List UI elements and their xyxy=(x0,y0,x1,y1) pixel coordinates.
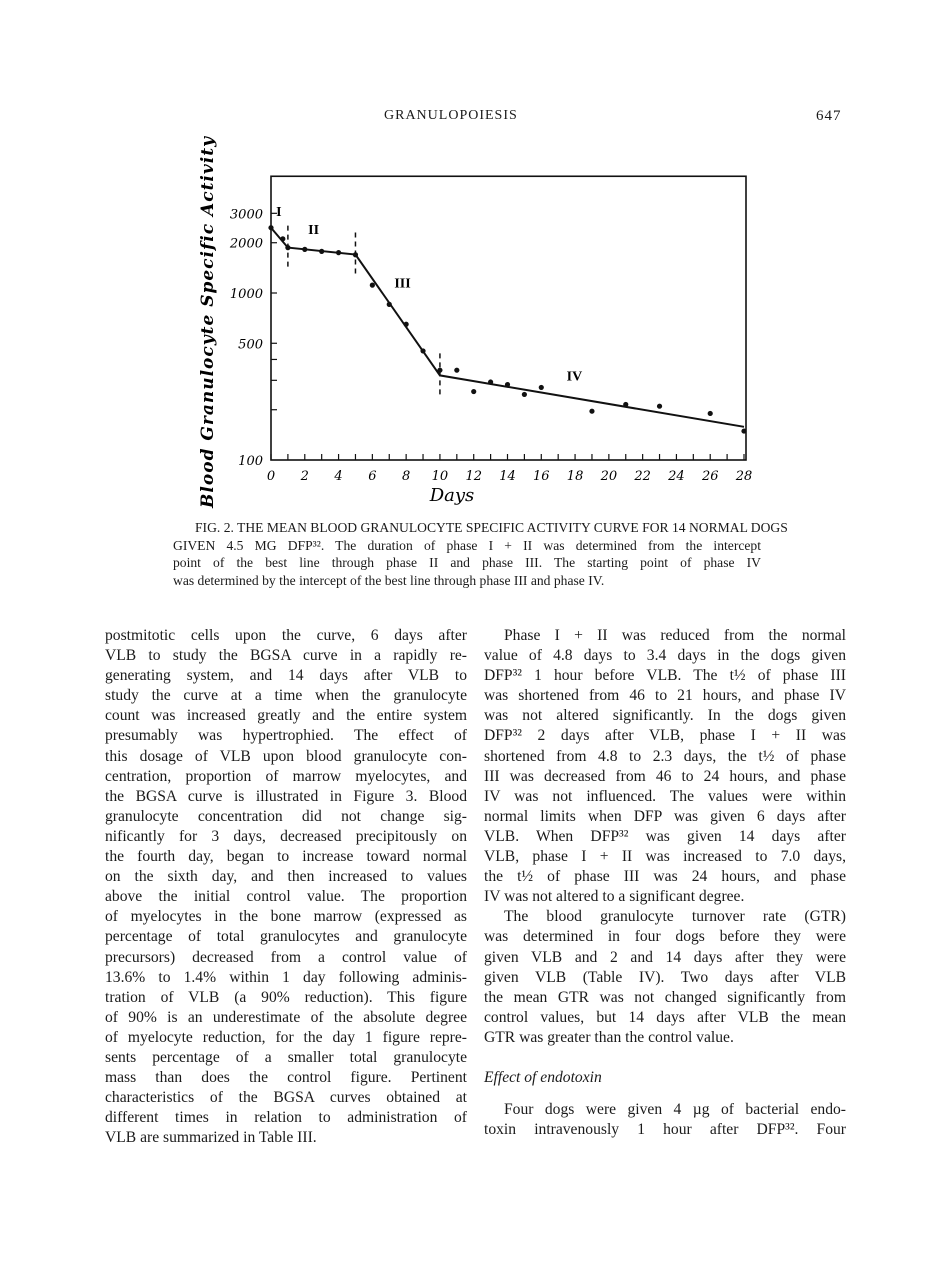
data-point xyxy=(471,389,476,394)
text-line: given VLB (Table IV). Two days after VLB xyxy=(484,968,846,986)
text-line: study the curve at a time when the granulocyte xyxy=(105,687,467,705)
text-line: IV was not altered to a significant degree. xyxy=(484,888,745,906)
data-point xyxy=(488,379,493,384)
data-point xyxy=(657,404,662,409)
text-line: was shortened from 46 to 21 hours, and phase IV xyxy=(484,687,846,705)
text-line: the BGSA curve is illustrated in Figure 3. Blood xyxy=(105,787,467,805)
text-line: shortened from 4.8 to 2.3 days, the t½ of phase xyxy=(484,747,846,765)
text-line: the t½ of phase III was 24 hours, and phase xyxy=(484,868,846,886)
phase-label: I xyxy=(276,204,282,220)
spacer xyxy=(484,1048,846,1068)
text-line: VLB. When DFP³² was given 14 days after xyxy=(484,827,846,845)
caption-line: GIVEN 4.5 MG DFP³². The duration of phase I + II was determined from the intercept xyxy=(173,537,761,553)
left-column xyxy=(105,626,467,1148)
text-line: the fourth day, began to increase toward normal xyxy=(105,848,467,866)
phase-label: II xyxy=(308,223,320,239)
caption-line: FIG. 2. THE MEAN BLOOD GRANULOCYTE SPECIFIC ACTIVITY CURVE FOR 14 NORMAL DOGS xyxy=(195,520,788,535)
data-point xyxy=(505,382,510,387)
text-line: VLB are summarized in Table III. xyxy=(105,1129,317,1147)
y-tick-label: 2000 xyxy=(229,236,263,252)
text-line: tration of VLB (a 90% reduction). This figure xyxy=(105,988,467,1006)
text-line: was determined in four dogs before they were xyxy=(484,928,846,946)
x-tick-label: 14 xyxy=(499,469,516,484)
data-point xyxy=(539,385,544,390)
text-line: DFP³² 1 hour before VLB. The t½ of phase III xyxy=(484,667,846,685)
text-line: IV was not influenced. The values were within xyxy=(484,787,846,805)
x-tick-label: 12 xyxy=(465,469,482,484)
data-point xyxy=(708,411,713,416)
text-line: sents percentage of a smaller total granulocyte xyxy=(105,1048,467,1066)
x-tick-label: 18 xyxy=(566,469,584,484)
text-line: percentage of total granulocytes and granulocyte xyxy=(105,928,467,946)
text-line: precursors) decreased from a control value of xyxy=(105,948,467,966)
data-point xyxy=(268,225,273,230)
text-line: control values, but 14 days after VLB the mean xyxy=(484,1008,846,1026)
y-tick-label: 3000 xyxy=(229,207,263,223)
y-tick-label: 1000 xyxy=(229,287,263,302)
data-point xyxy=(437,368,442,373)
x-tick-label: 10 xyxy=(431,469,449,484)
right-column xyxy=(484,626,846,1140)
text-line: The blood granulocyte turnover rate (GTR) xyxy=(504,908,846,926)
spacer xyxy=(484,1088,846,1100)
text-line: presumably was hypertrophied. The effect of xyxy=(105,727,467,745)
x-tick-label: 22 xyxy=(634,469,651,484)
data-point xyxy=(522,392,527,397)
text-line: toxin intravenously 1 hour after DFP³². Four xyxy=(484,1121,846,1139)
x-tick-label: 28 xyxy=(735,469,753,484)
text-line: different times in relation to administration of xyxy=(105,1109,467,1127)
text-line: was not altered significantly. In the dogs given xyxy=(484,707,846,725)
data-point xyxy=(387,302,392,307)
data-point xyxy=(420,348,425,353)
text-line: value of 4.8 days to 3.4 days in the dogs given xyxy=(484,647,846,665)
running-title: GRANULOPOIESIS xyxy=(384,108,518,123)
text-line: on the sixth day, and then increased to values xyxy=(105,868,467,886)
x-tick-label: 0 xyxy=(266,469,276,484)
text-line: centration, proportion of marrow myelocytes, and xyxy=(105,767,467,785)
text-line: normal limits when DFP was given 6 days after xyxy=(484,807,846,825)
text-line: mass than does the control figure. Pertinent xyxy=(105,1069,467,1087)
data-point xyxy=(285,245,290,250)
x-tick-label: 4 xyxy=(334,469,343,484)
data-point xyxy=(404,322,409,327)
data-point xyxy=(589,409,594,414)
data-point xyxy=(370,283,375,288)
text-line: VLB to study the BGSA curve in a rapidly re- xyxy=(105,647,467,665)
text-line: DFP³² 2 days after VLB, phase I + II was xyxy=(484,727,846,745)
text-line: above the initial control value. The proportion xyxy=(105,888,467,906)
data-point xyxy=(302,247,307,252)
text-line: 13.6% to 1.4% within 1 day following adminis- xyxy=(105,968,467,986)
caption-line: was determined by the intercept of the best line through phase III and phase IV. xyxy=(173,573,605,589)
text-line: Four dogs were given 4 µg of bacterial endo- xyxy=(504,1101,846,1119)
x-tick-label: 16 xyxy=(533,469,550,484)
x-tick-label: 24 xyxy=(668,469,685,484)
data-point xyxy=(336,250,341,255)
data-point xyxy=(280,236,285,241)
data-point xyxy=(741,428,746,433)
y-tick-label: 100 xyxy=(238,454,263,469)
text-line: Phase I + II was reduced from the normal xyxy=(504,627,846,644)
text-line: generating system, and 14 days after VLB to xyxy=(105,667,467,685)
data-point xyxy=(353,252,358,257)
data-point xyxy=(319,249,324,254)
text-line: the mean GTR was not changed significantly from xyxy=(484,988,846,1006)
x-axis-title: Days xyxy=(429,485,475,506)
figure-caption xyxy=(173,519,788,590)
text-line: VLB, phase I + II was increased to 7.0 days, xyxy=(484,848,846,866)
x-tick-label: 20 xyxy=(600,469,618,484)
text-line: postmitotic cells upon the curve, 6 days after xyxy=(105,627,467,644)
text-line: of 90% is an underestimate of the absolute degree xyxy=(105,1008,467,1026)
fit-line xyxy=(271,228,744,427)
plot-frame xyxy=(271,176,746,460)
text-line: granulocyte concentration did not change sig- xyxy=(105,807,467,825)
text-line: count was increased greatly and the entire system xyxy=(105,707,467,725)
phase-label: III xyxy=(394,276,411,292)
text-line: of myelocyte reduction, for the day 1 figure repre- xyxy=(105,1028,467,1046)
x-tick-label: 26 xyxy=(701,469,719,484)
section-heading: Effect of endotoxin xyxy=(484,1068,602,1086)
text-line: GTR was greater than the control value. xyxy=(484,1028,734,1046)
text-line: characteristics of the BGSA curves obtained at xyxy=(105,1089,467,1107)
y-axis-title: Blood Granulocyte Specific Activity xyxy=(198,136,218,508)
bgsa-chart xyxy=(0,0,936,520)
text-line: given VLB and 2 and 14 days after they were xyxy=(484,948,846,966)
caption-line: point of the best line through phase II and phase III. The starting point of phase IV xyxy=(173,555,761,571)
text-line: nificantly for 3 days, decreased precipitously on xyxy=(105,827,467,845)
data-point xyxy=(623,402,628,407)
x-tick-label: 8 xyxy=(402,469,411,484)
y-tick-label: 500 xyxy=(238,337,263,353)
text-line: this dosage of VLB upon blood granulocyte con- xyxy=(105,747,467,765)
x-tick-label: 2 xyxy=(300,469,309,484)
page-number: 647 xyxy=(816,108,842,124)
phase-label: IV xyxy=(566,369,583,385)
text-line: III was decreased from 46 to 24 hours, and phase xyxy=(484,767,846,785)
text-line: of myelocytes in the bone marrow (expressed as xyxy=(105,908,467,926)
x-tick-label: 6 xyxy=(368,469,377,484)
data-point xyxy=(454,368,459,373)
